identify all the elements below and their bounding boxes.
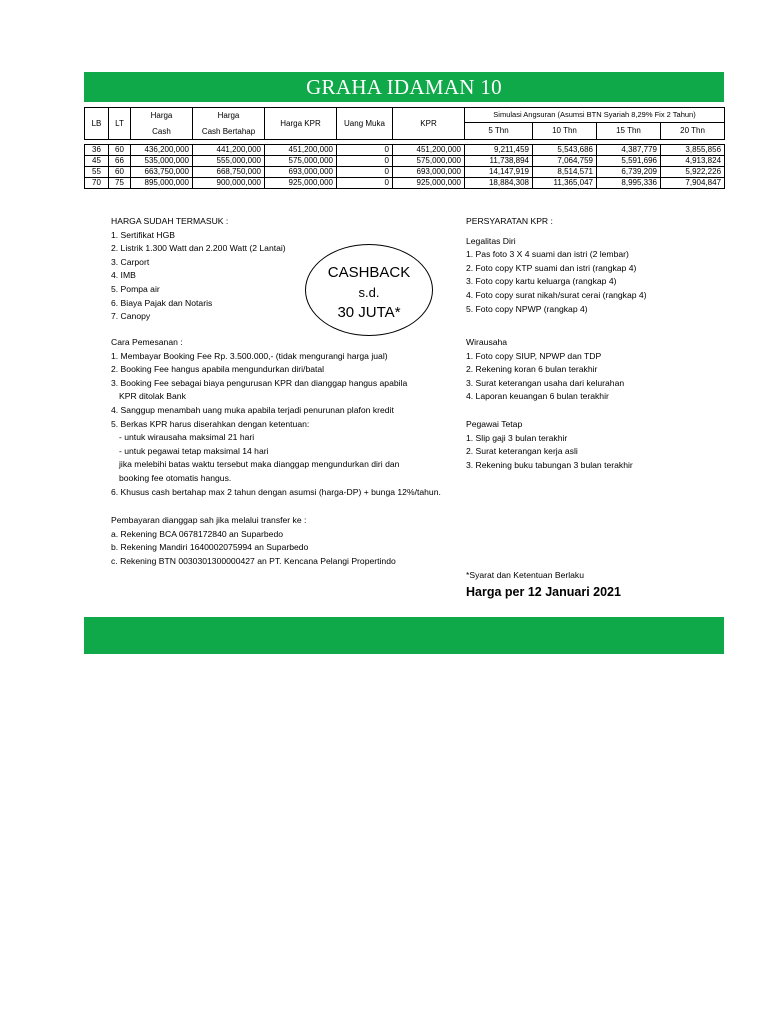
page-title: GRAHA IDAMAN 10 — [84, 72, 724, 102]
list-item: 2. Listrik 1.300 Watt dan 2.200 Watt (2 Lantai) — [111, 243, 286, 254]
list-item: jika melebihi batas waktu tersebut maka dianggap mengundurkan diri dan — [119, 459, 400, 470]
syarat-note: *Syarat dan Ketentuan Berlaku — [466, 570, 585, 580]
table-cell: 60 — [109, 167, 131, 178]
cashback-line3: 30 JUTA* — [337, 304, 401, 321]
table-cell: 0 — [337, 156, 393, 167]
list-item: 3. Booking Fee sebagai biaya pengurusan KPR dan dianggap hangus apabila — [111, 377, 408, 388]
table-cell: 4,913,824 — [661, 156, 725, 167]
list-item: 6. Biaya Pajak dan Notaris — [111, 297, 213, 308]
list-item: 4. Sanggup menambah uang muka apabila terjadi penurunan plafon kredit — [111, 404, 394, 415]
list-item: 1. Foto copy SIUP, NPWP dan TDP — [466, 350, 602, 361]
table-cell: 66 — [109, 156, 131, 167]
wirausaha-heading: Wirausaha — [466, 337, 508, 347]
cara-pemesanan — [111, 336, 441, 499]
table-cell: 451,200,000 — [265, 145, 337, 156]
list-item: b. Rekening Mandiri 1640002075994 an Suparbedo — [111, 542, 309, 553]
pembayaran-heading: Pembayaran dianggap sah jika melalui transfer ke : — [111, 515, 307, 525]
harga-per-date: Harga per 12 Januari 2021 — [466, 585, 621, 599]
table-cell: 0 — [337, 178, 393, 189]
price-table — [84, 107, 725, 189]
persyaratan-pegawai — [466, 418, 633, 472]
table-cell: 8,514,571 — [533, 167, 597, 178]
header-uang-muka: Uang Muka — [337, 108, 393, 140]
table-cell: 18,884,308 — [465, 178, 533, 189]
header-harga-cash-line1: Harga — [150, 110, 173, 120]
list-item: 2. Booking Fee hangus apabila mengundurkan diri/batal — [111, 364, 325, 375]
price-table-body — [85, 145, 725, 189]
table-cell: 14,147,919 — [465, 167, 533, 178]
header-kpr: KPR — [393, 108, 465, 140]
table-cell: 6,739,209 — [597, 167, 661, 178]
table-cell: 693,000,000 — [265, 167, 337, 178]
table-cell: 555,000,000 — [193, 156, 265, 167]
list-item: 4. Laporan keuangan 6 bulan terakhir — [466, 391, 609, 402]
list-item: 1. Pas foto 3 X 4 suami dan istri (2 lembar) — [466, 249, 629, 260]
header-15-thn: 15 Thn — [597, 123, 661, 140]
persyaratan-kpr — [466, 215, 647, 316]
table-cell: 8,995,336 — [597, 178, 661, 189]
list-item: c. Rekening BTN 0030301300000427 an PT. Kencana Pelangi Propertindo — [111, 555, 396, 566]
list-item: 1. Sertifikat HGB — [111, 229, 175, 240]
table-cell: 5,543,686 — [533, 145, 597, 156]
header-harga-bertahap — [193, 108, 265, 140]
table-cell: 925,000,000 — [265, 178, 337, 189]
cashback-line2: s.d. — [358, 285, 380, 300]
list-item: 4. IMB — [111, 270, 136, 281]
list-item: 3. Rekening buku tabungan 3 bulan terakhir — [466, 459, 633, 470]
list-item: 2. Surat keterangan kerja asli — [466, 446, 578, 457]
table-cell: 900,000,000 — [193, 178, 265, 189]
table-row — [85, 178, 725, 189]
header-harga-bertahap-line1: Harga — [217, 110, 240, 120]
list-item: 1. Slip gaji 3 bulan terakhir — [466, 432, 568, 443]
table-cell: 3,855,856 — [661, 145, 725, 156]
table-cell: 575,000,000 — [265, 156, 337, 167]
table-cell: 4,387,779 — [597, 145, 661, 156]
legalitas-heading: Legalitas Diri — [466, 235, 516, 246]
table-row — [85, 156, 725, 167]
list-item: 3. Carport — [111, 256, 150, 267]
table-cell: 5,922,226 — [661, 167, 725, 178]
pegawai-heading: Pegawai Tetap — [466, 419, 523, 429]
list-item: a. Rekening BCA 0678172840 an Suparbedo — [111, 528, 284, 539]
table-cell: 925,000,000 — [393, 178, 465, 189]
table-cell: 895,000,000 — [131, 178, 193, 189]
table-cell: 0 — [337, 167, 393, 178]
list-item: 5. Berkas KPR harus diserahkan dengan ketentuan: — [111, 418, 310, 429]
list-item: 3. Foto copy kartu keluarga (rangkap 4) — [466, 276, 617, 287]
table-cell: 441,200,000 — [193, 145, 265, 156]
harga-sudah-termasuk — [111, 215, 286, 324]
list-item: 2. Rekening koran 6 bulan terakhir — [466, 364, 598, 375]
table-cell: 5,591,696 — [597, 156, 661, 167]
list-item: 4. Foto copy surat nikah/surat cerai (rangkap 4) — [466, 289, 647, 300]
table-cell: 9,211,459 — [465, 145, 533, 156]
table-cell: 11,738,894 — [465, 156, 533, 167]
list-item: 3. Surat keterangan usaha dari kelurahan — [466, 377, 625, 388]
table-cell: 36 — [85, 145, 109, 156]
table-cell: 7,904,847 — [661, 178, 725, 189]
table-cell: 11,365,047 — [533, 178, 597, 189]
list-item: 5. Pompa air — [111, 283, 160, 294]
header-20-thn: 20 Thn — [661, 123, 725, 140]
table-cell: 693,000,000 — [393, 167, 465, 178]
header-harga-bertahap-line2: Cash Bertahap — [201, 126, 256, 136]
cara-pemesanan-heading: Cara Pemesanan : — [111, 337, 183, 347]
table-cell: 7,064,759 — [533, 156, 597, 167]
table-cell: 75 — [109, 178, 131, 189]
table-cell: 436,200,000 — [131, 145, 193, 156]
table-cell: 668,750,000 — [193, 167, 265, 178]
cashback-badge — [305, 244, 433, 336]
header-5-thn: 5 Thn — [465, 123, 533, 140]
list-item: 5. Foto copy NPWP (rangkap 4) — [466, 303, 588, 314]
table-cell: 60 — [109, 145, 131, 156]
header-lb: LB — [85, 108, 109, 140]
list-item: booking fee otomatis hangus. — [119, 472, 232, 483]
table-cell: 575,000,000 — [393, 156, 465, 167]
persyaratan-heading: PERSYARATAN KPR : — [466, 216, 553, 226]
header-10-thn: 10 Thn — [533, 123, 597, 140]
table-row — [85, 145, 725, 156]
header-harga-kpr: Harga KPR — [265, 108, 337, 140]
list-item: - untuk pegawai tetap maksimal 14 hari — [119, 445, 269, 456]
list-item: 2. Foto copy KTP suami dan istri (rangkap 4) — [466, 262, 637, 273]
list-item: KPR ditolak Bank — [119, 391, 186, 402]
list-item: 6. Khusus cash bertahap max 2 tahun dengan asumsi (harga-DP) + bunga 12%/tahun. — [111, 486, 441, 497]
list-item: 1. Membayar Booking Fee Rp. 3.500.000,- (tidak mengurangi harga jual) — [111, 350, 388, 361]
harga-sudah-termasuk-heading: HARGA SUDAH TERMASUK : — [111, 216, 229, 226]
header-harga-cash — [131, 108, 193, 140]
pembayaran — [111, 514, 396, 568]
table-row — [85, 167, 725, 178]
table-cell: 70 — [85, 178, 109, 189]
header-lt: LT — [109, 108, 131, 140]
header-harga-cash-line2: Cash — [152, 126, 171, 136]
cashback-line1: CASHBACK — [327, 264, 411, 281]
persyaratan-wirausaha — [466, 336, 624, 404]
table-cell: 535,000,000 — [131, 156, 193, 167]
table-cell: 55 — [85, 167, 109, 178]
list-item: - untuk wirausaha maksimal 21 hari — [119, 432, 255, 443]
list-item: 7. Canopy — [111, 311, 151, 322]
table-cell: 45 — [85, 156, 109, 167]
header-simulasi: Simulasi Angsuran (Asumsi BTN Syariah 8,29% Fix 2 Tahun) — [465, 108, 725, 123]
table-cell: 663,750,000 — [131, 167, 193, 178]
table-cell: 451,200,000 — [393, 145, 465, 156]
footer-bar — [84, 617, 724, 654]
table-cell: 0 — [337, 145, 393, 156]
